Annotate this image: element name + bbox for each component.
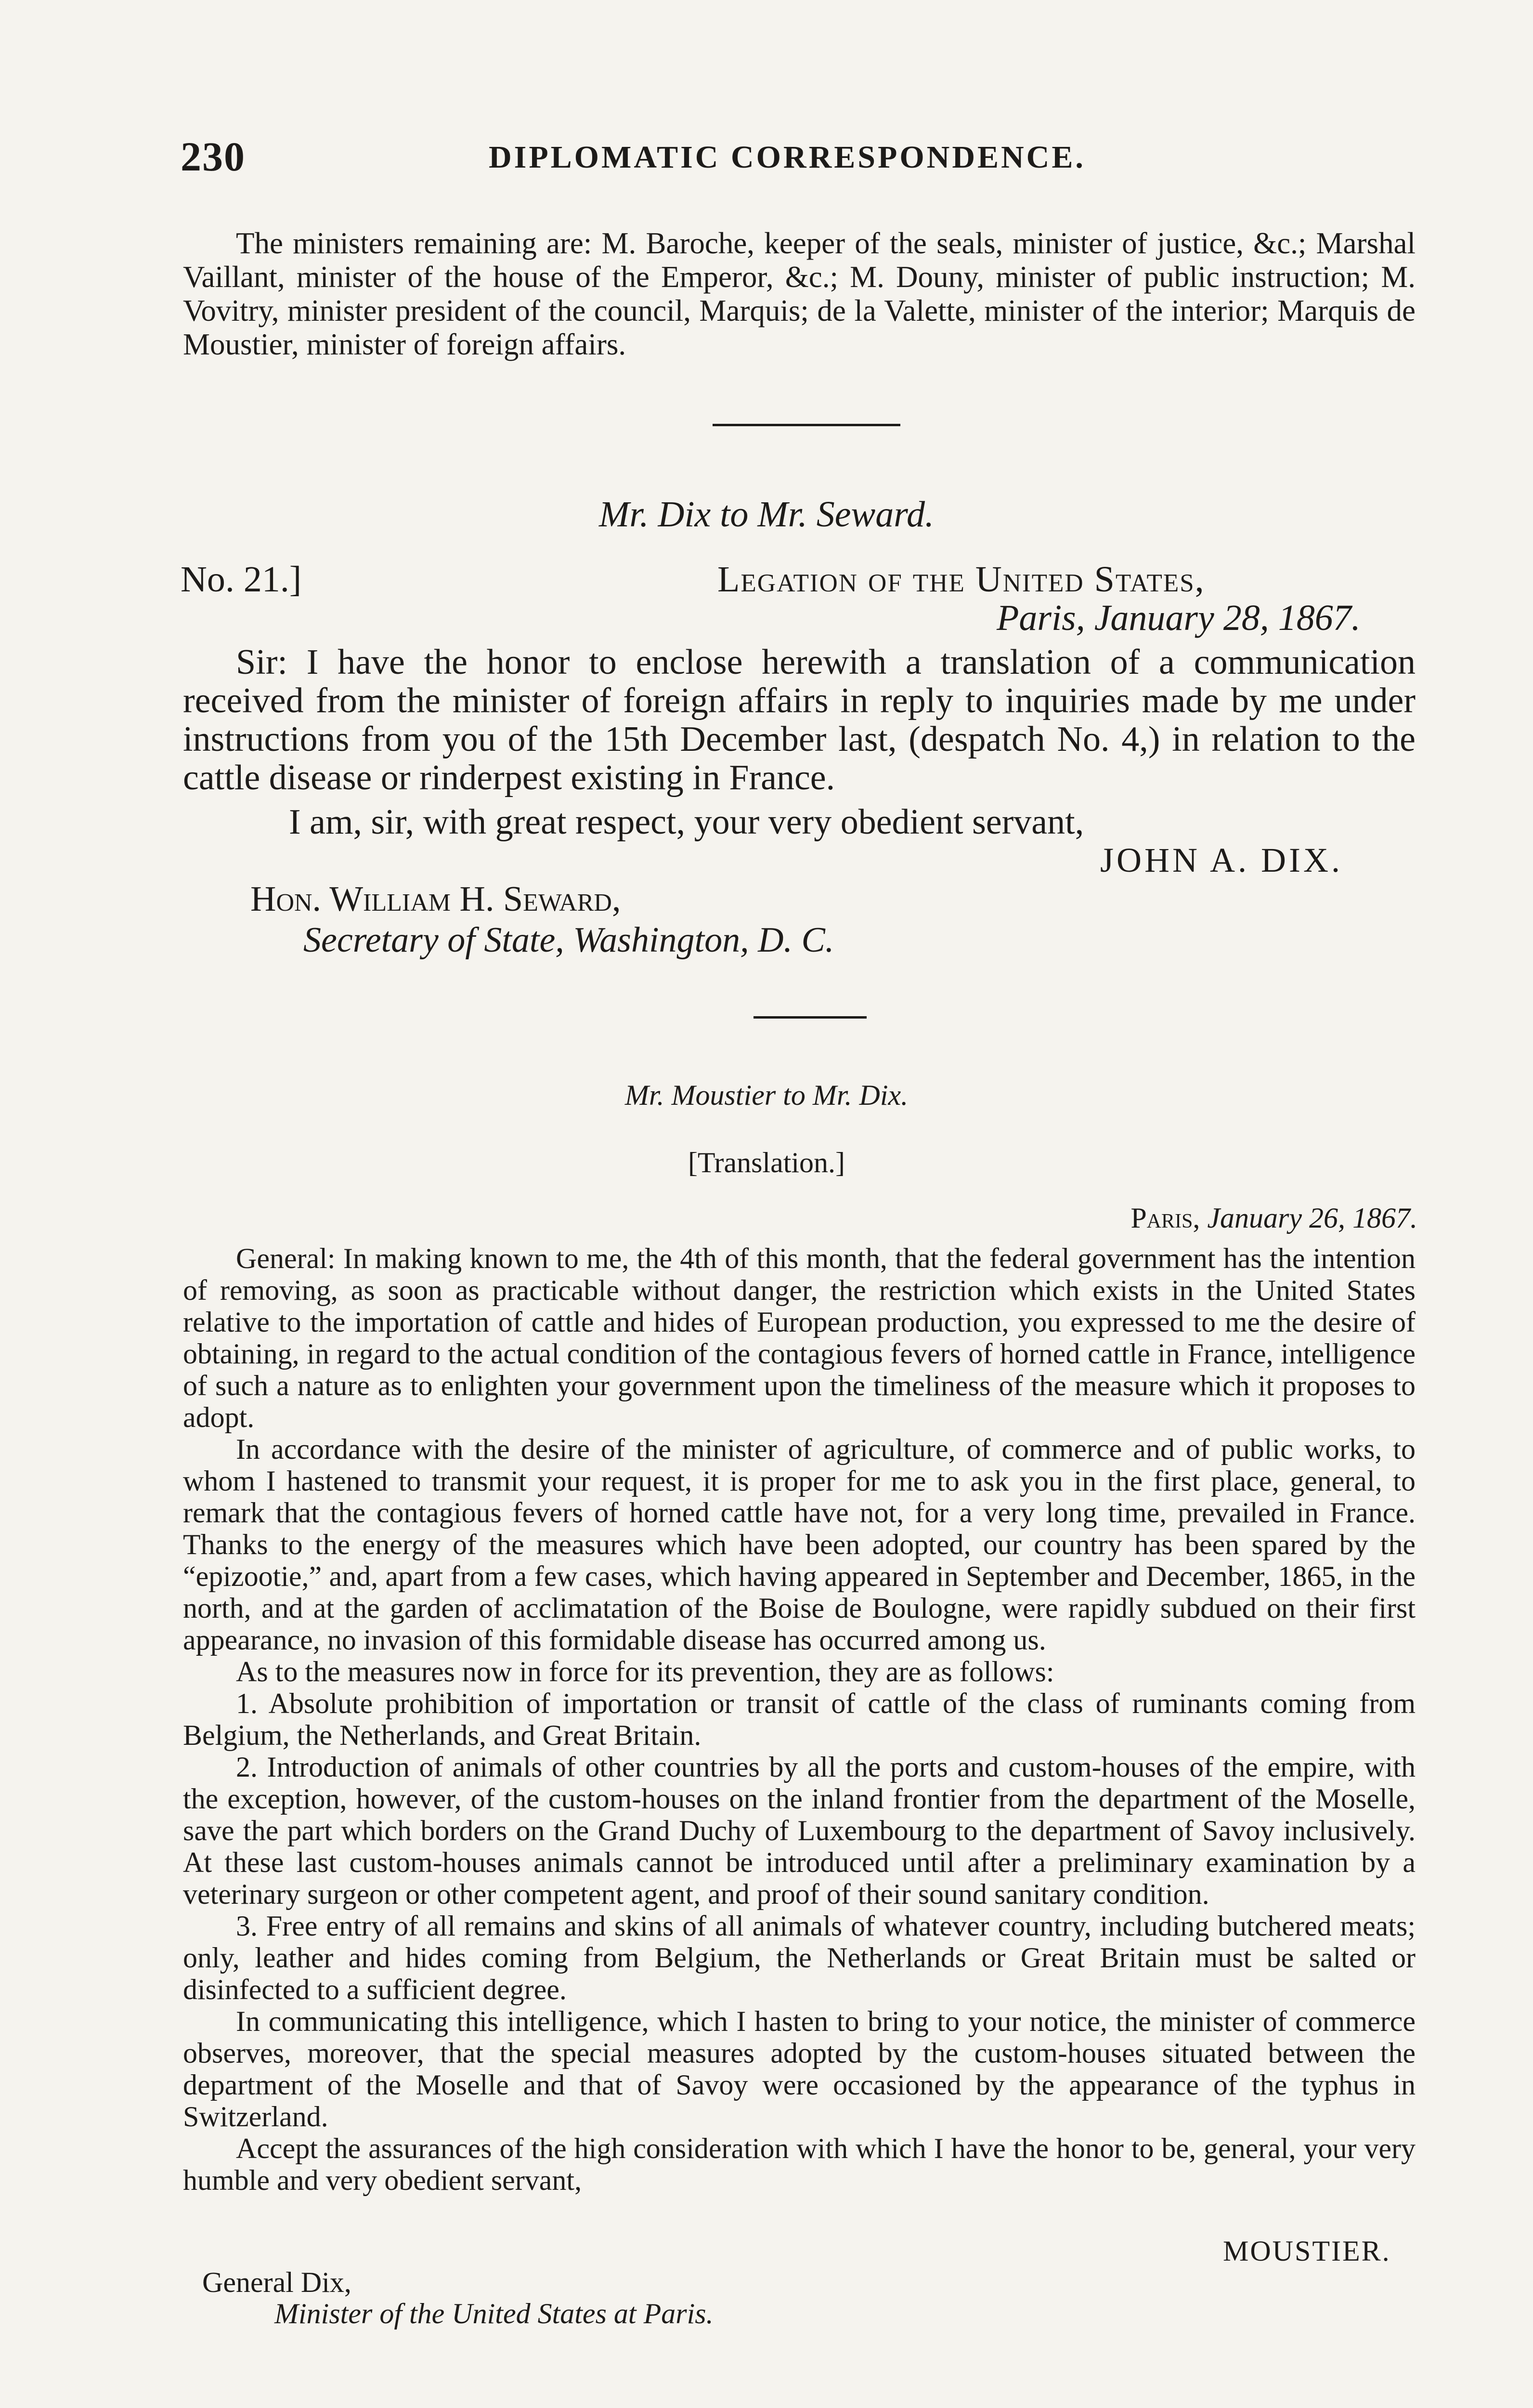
running-title: DIPLOMATIC CORRESPONDENCE. <box>489 140 1086 175</box>
letter1-signature: JOHN A. DIX. <box>1100 841 1343 879</box>
letter2-dateline-date: January 26, 1867. <box>1207 1202 1417 1234</box>
letter1-number: No. 21.] <box>181 559 302 600</box>
letter1-closing: I am, sir, with great respect, your very obedient servant, <box>289 802 1084 842</box>
intro-paragraph: The ministers remaining are: M. Baroche, keeper of the seals, minister of justice, &c.; Marshal Vaillant, minister of the house of the Emperor, &c.; M. Douny, minister of public instruction; M. Vovitry, minister president of the council, Marquis; de la Valette, minister of the interior; Marquis de Moustier, minister of foreign affairs. <box>183 226 1416 361</box>
letter1-title: Mr. Dix to Mr. Seward. <box>599 494 934 535</box>
letter2-paragraph: General: In making known to me, the 4th of this month, that the federal government has the intention of removing, as soon as practicable without danger, the restriction which exists in the United States relative to the importation of cattle and hides of European production, you expressed to me the desire of obtaining, in regard to the actual condition of the contagious fevers of horned cattle in France, intelligence of such a nature as to enlighten your government upon the timeliness of the measure which it proposes to adopt. <box>183 1243 1416 1433</box>
letter2-addressee-name: General Dix, <box>202 2266 351 2298</box>
letter2-paragraph: 2. Introduction of animals of other countries by all the ports and custom-houses of the empire, with the exception, however, of the custom-houses on the inland frontier from the department of the Moselle, save the part which borders on the Grand Duchy of Luxembourg to the department of Savoy inclusively. At these last custom-houses animals cannot be introduced until after a preliminary examination by a veterinary surgeon or other competent agent, and proof of their sound sanitary condition. <box>183 1751 1416 1910</box>
letter2-dateline-place: Paris, <box>1130 1202 1200 1234</box>
letter2-paragraph: In communicating this intelligence, which I hasten to bring to your notice, the minister of commerce observes, moreover, that the special measures adopted by the custom-houses situated between the department of the Moselle and that of Savoy were occasioned by the appearance of the typhus in Switzerland. <box>183 2005 1416 2133</box>
page-number: 230 <box>181 133 246 180</box>
letter1-addressee-name: Hon. William H. Seward, <box>250 879 621 919</box>
letter2-paragraph: 3. Free entry of all remains and skins of all animals of whatever country, including butchered meats; only, leather and hides coming from Belgium, the Netherlands or Great Britain must be salted or disinfected to a sufficient degree. <box>183 1910 1416 2005</box>
letter2-translation-note: [Translation.] <box>688 1147 845 1178</box>
section-divider <box>713 424 900 426</box>
letter2-dateline <box>1130 1202 1417 1235</box>
letter2-title: Mr. Moustier to Mr. Dix. <box>624 1079 909 1111</box>
letter2-paragraph: As to the measures now in force for its prevention, they are as follows: <box>236 1656 1054 1688</box>
letter2-paragraph: In accordance with the desire of the minister of agriculture, of commerce and of public works, to whom I hastened to transmit your request, it is proper for me to ask you in the first place, general, to remark that the contagious fevers of horned cattle have not, for a very long time, prevailed in France. Thanks to the energy of the measures which have been adopted, our country has been spared by the “epizootie,” and, apart from a few cases, which having appeared in September and December, 1865, in the north, and at the garden of acclimatation of the Boise de Boulogne, were rapidly subdued on their first appearance, no invasion of this formidable disease has occurred among us. <box>183 1433 1416 1656</box>
letter2-paragraph: Accept the assurances of the high consideration with which I have the honor to be, general, your very humble and very obedient servant, <box>183 2133 1416 2196</box>
letter1-addressee-title: Secretary of State, Washington, D. C. <box>303 920 834 960</box>
letter1-dateline-place: Paris, <box>997 598 1085 638</box>
letter2-paragraph: 1. Absolute prohibition of importation or transit of cattle of the class of ruminants coming from Belgium, the Netherlands, and Great Britain. <box>183 1688 1416 1751</box>
letter2-signature: MOUSTIER. <box>1223 2235 1391 2267</box>
letter1-body: Sir: I have the honor to enclose herewith a translation of a communication received from the minister of foreign affairs in reply to inquiries made by me under instructions from you of the 15th December last, (despatch No. 4,) in relation to the cattle disease or rinderpest existing in France. <box>183 642 1416 798</box>
letter2-body <box>183 1243 1416 2196</box>
letter1-dateline-date: January 28, 1867. <box>1094 598 1361 638</box>
section-divider-2 <box>754 1016 867 1019</box>
letter1-legation: Legation of the United States, <box>717 559 1205 600</box>
letter1-dateline <box>997 597 1361 639</box>
page-header <box>181 132 1418 185</box>
letter2-addressee-title: Minister of the United States at Paris. <box>274 2298 714 2329</box>
